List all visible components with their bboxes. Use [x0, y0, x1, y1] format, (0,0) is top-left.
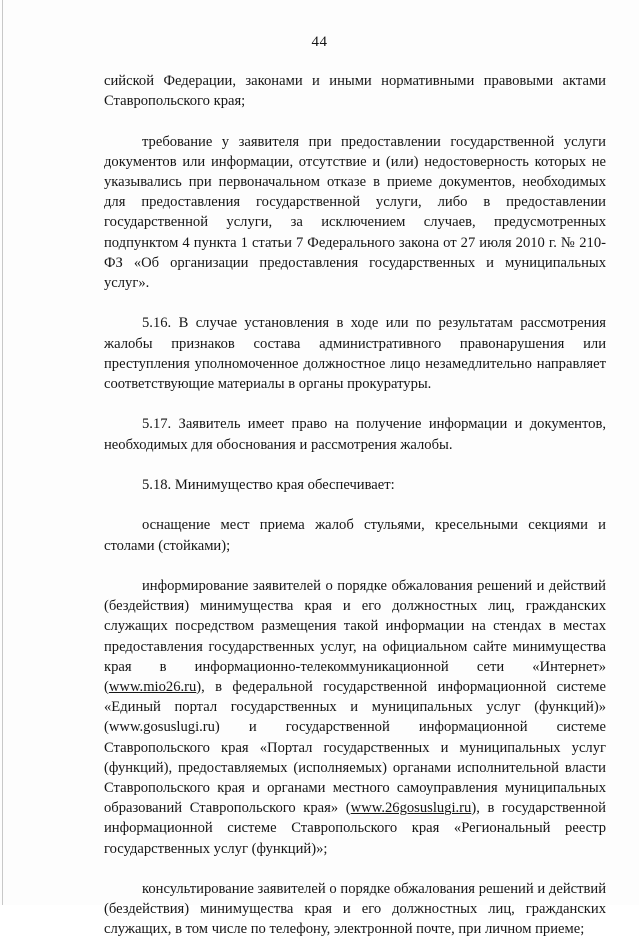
- paragraph-consulting: консультирование заявителей о порядке обжалования решений и действий (бездействия) минимущества края и его должностных лиц, гражданских служащих, в том числе по телефону, электронной почте, при личном приеме;: [104, 881, 606, 938]
- paragraph-5-16: 5.16. В случае установления в ходе или по результатам рассмотрения жалобы признаков состава административного правонарушения или преступления уполномоченное должностное лицо незамедлительно направляет соответствующие материалы в органы прокуратуры.: [104, 315, 606, 393]
- paragraph-5-17: 5.17. Заявитель имеет право на получение информации и документов, необходимых для обоснования и рассмотрения жалобы.: [104, 416, 606, 453]
- gosuslugi26-link[interactable]: www.26gosuslugi.ru: [350, 800, 472, 817]
- mio26-link[interactable]: www.mio26.ru: [108, 679, 197, 695]
- paragraph-informing-text-1: информирование заявителей о порядке обжалования решений и действий (бездействия) минимущества края и его должностных лиц, гражданских служащих посредством размещения такой информации на стендах в местах предоставления государственных услуг, на официальном сайте минимущества края в информационно-телекоммуникационной сети «Интернет» (: [104, 577, 606, 695]
- paragraph-informing-text-3: ), в государственной информационной системе Ставропольского края «Региональный реестр государственных услуг (функций)»;: [104, 800, 606, 857]
- page-number: 44: [311, 34, 328, 50]
- scan-edge-line: [2, 0, 3, 905]
- paragraph-informing-text-2: ), в федеральной государственной информационной системе «Единый портал государственных и муниципальных услуг (функций)» (www.gosuslugi.ru) и государственной информационной системе Ставропольского края «Портал государственных и муниципальных услуг (функций), предоставляемых (исполняемых) органами исполнительной власти Ставропольского края и органами местного самоуправления муниципальных образований Ставропольского края» (: [104, 679, 606, 817]
- paragraph-continuation: сийской Федерации, законами и иными нормативными правовыми актами Ставропольского края;: [104, 73, 606, 110]
- paragraph-informing: [104, 576, 606, 859]
- document-body: [104, 71, 606, 940]
- paragraph-equipment: оснащение мест приема жалоб стульями, кресельными секциями и столами (стойками);: [104, 517, 606, 554]
- paragraph-requirement: требование у заявителя при предоставлении государственной услуги документов или информации, отсутствие и (или) недостоверность которых не указывались при первоначальном отказе в приеме документов, необходимых для предоставления государственной услуги, либо в предоставлении государственной услуги, за исключением случаев, предусмотренных подпунктом 4 пункта 1 статьи 7 Федерального закона от 27 июля 2010 г. № 210-ФЗ «Об организации предоставления государственных и муниципальных услуг».: [104, 133, 606, 292]
- paragraph-5-18: 5.18. Минимущество края обеспечивает:: [142, 477, 395, 493]
